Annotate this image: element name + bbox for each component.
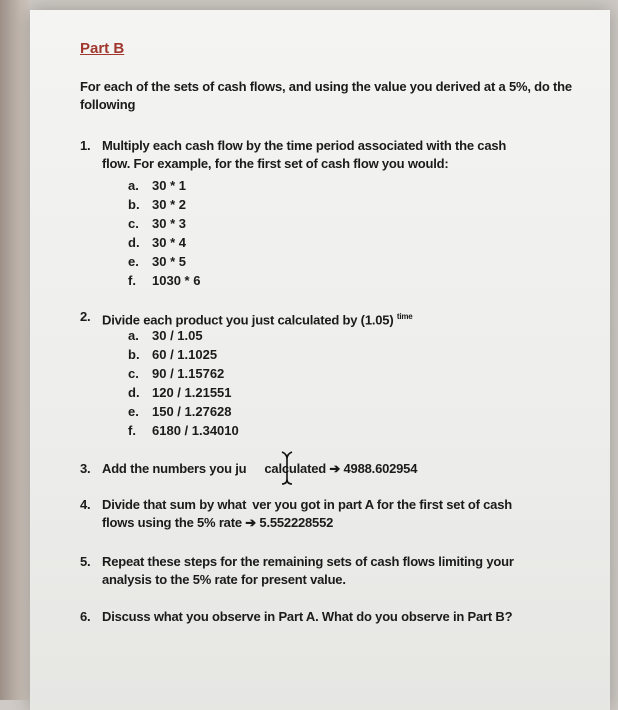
step-result: 4988.602954 <box>343 461 418 476</box>
page-title: Part B <box>80 40 125 57</box>
step-number: 2. <box>80 309 91 324</box>
sub-item: b. 60 / 1.1025 <box>128 347 218 362</box>
sub-item: e. 30 * 5 <box>128 254 186 269</box>
photo-left-edge <box>0 0 30 700</box>
sub-item: f. 6180 / 1.34010 <box>128 423 239 438</box>
step-text-line2: flow. For example, for the first set of cash flow you would: <box>102 156 449 171</box>
sub-item: d. 30 * 4 <box>128 235 186 250</box>
superscript: time <box>396 312 413 321</box>
right-arrow-icon: ➔ <box>245 515 256 530</box>
step-number: 5. <box>80 554 91 569</box>
sub-item: e. 150 / 1.27628 <box>128 404 232 419</box>
sub-item: a. 30 * 1 <box>128 178 186 193</box>
paper-sheet <box>30 10 610 710</box>
step-text-line2: analysis to the 5% rate for present value. <box>102 572 346 587</box>
step-text-line1: Add the numbers you ju calculated ➔ 4988.602954 <box>102 461 418 476</box>
step-text-line2: flows using the 5% rate ➔ 5.552228552 <box>102 515 334 530</box>
sub-item: c. 90 / 1.15762 <box>128 366 225 381</box>
step-number: 3. <box>80 461 91 476</box>
step-text-line1: Divide each product you just calculated by (1.05) $^{time}$ <box>102 312 413 328</box>
right-arrow-icon: ➔ <box>329 461 341 476</box>
sub-item: c. 30 * 3 <box>128 216 186 231</box>
step-text-line1: Multiply each cash flow by the time period associated with the cash <box>102 138 507 153</box>
sub-item: f. 1030 * 6 <box>128 273 201 288</box>
step-text-line1: Repeat these steps for the remaining sets of cash flows limiting your <box>102 554 514 569</box>
text-cursor-icon <box>280 450 294 486</box>
step-result: 5.552228552 <box>259 515 334 530</box>
step-number: 4. <box>80 497 91 512</box>
intro-text: For each of the sets of cash flows, and using the value you derived at a 5%, do the following <box>80 79 572 112</box>
step-text-line1: Divide that sum by what ver you got in part A for the first set of cash <box>102 497 512 512</box>
sub-item: b. 30 * 2 <box>128 197 186 212</box>
step-number: 6. <box>80 609 91 624</box>
step-number: 1. <box>80 138 91 153</box>
step-text-line1: Discuss what you observe in Part A. What do you observe in Part B? <box>102 609 513 624</box>
sub-item: d. 120 / 1.21551 <box>128 385 232 400</box>
sub-item: a. 30 / 1.05 <box>128 328 203 343</box>
